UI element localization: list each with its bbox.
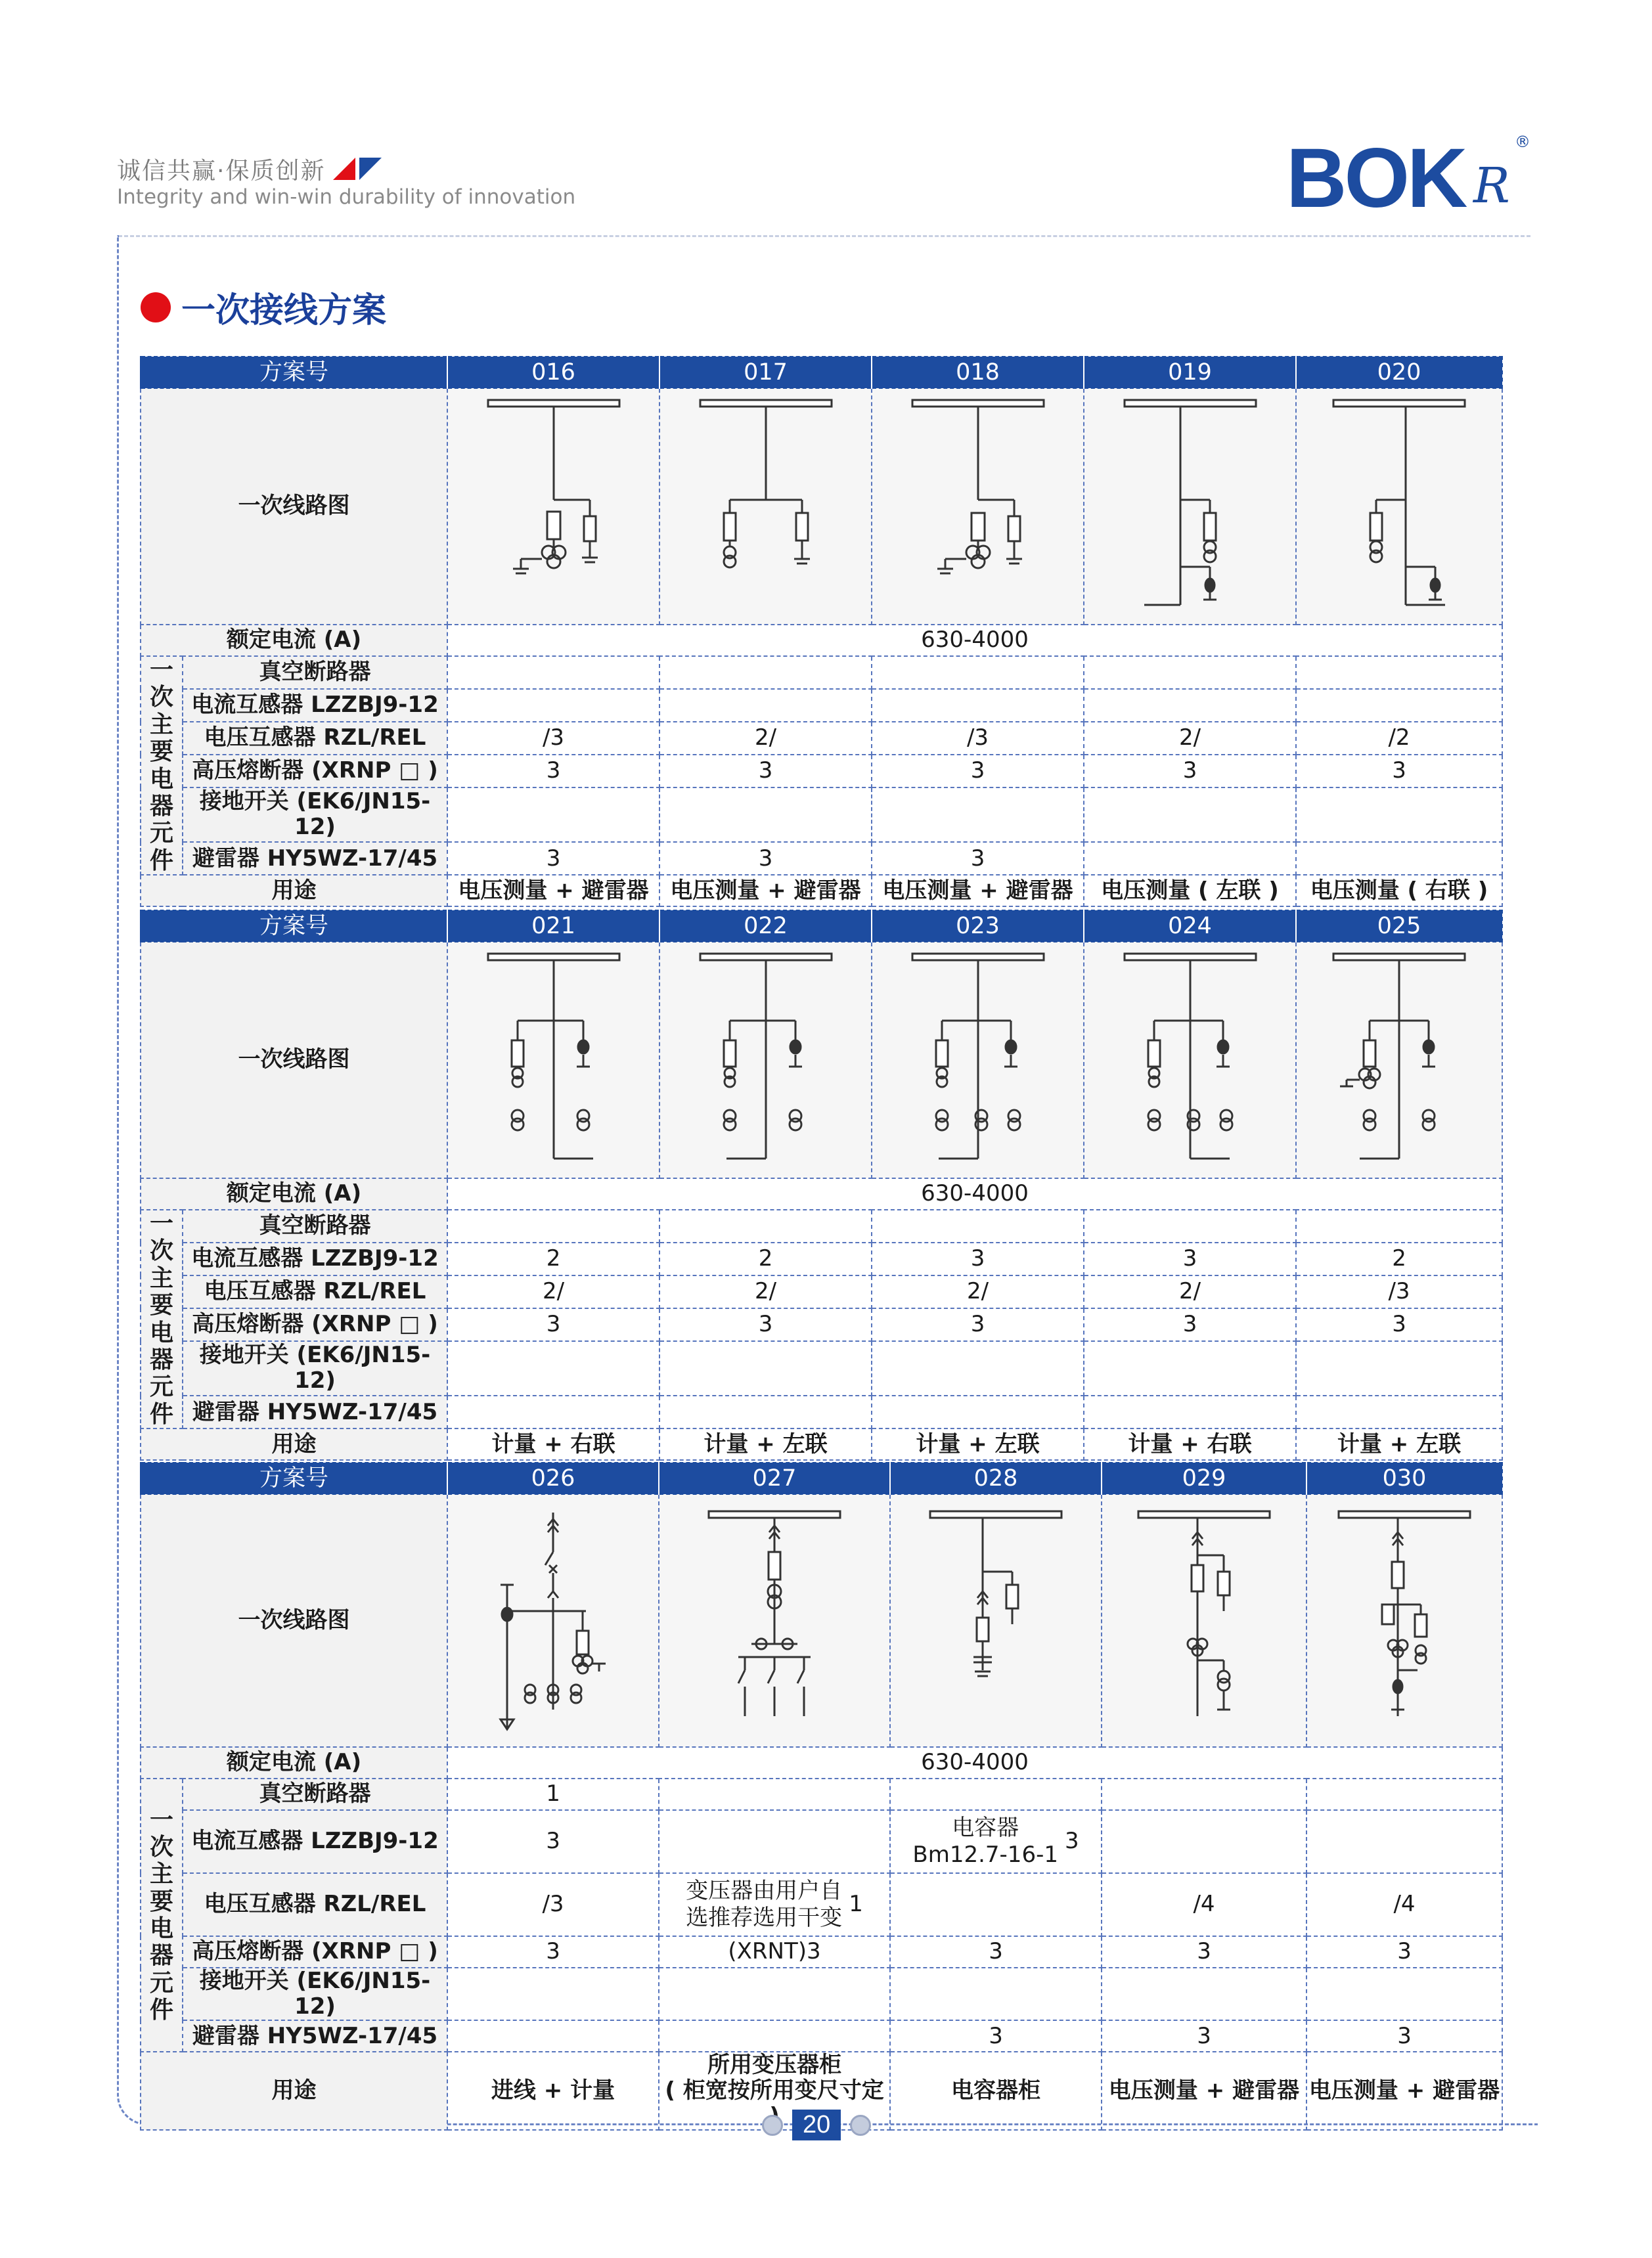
cell	[1296, 656, 1502, 689]
scheme-number: 018	[872, 357, 1084, 388]
diagram-label: 一次线路图	[141, 1494, 447, 1747]
vertical-char: 电	[149, 1319, 173, 1346]
circuit-diagram-027	[659, 1494, 890, 1747]
cell	[659, 787, 872, 842]
capacitor-cell	[890, 1810, 1102, 1873]
cell: 2	[447, 1243, 659, 1275]
usage-cell: 电压测量 + 避雷器	[659, 875, 872, 906]
vertical-char: 主	[149, 1861, 173, 1888]
cell: 3	[1084, 1243, 1296, 1275]
earth-switch-label: 接地开关 (EK6/JN15-12)	[183, 1341, 447, 1396]
usage-027-line1: 所用变压器柜	[707, 2052, 842, 2079]
usage-cell: 电压测量 + 避雷器	[1306, 2052, 1502, 2130]
vertical-char: 次	[149, 1833, 173, 1861]
rated-current-value: 630-4000	[447, 1747, 1502, 1779]
scheme-number: 019	[1084, 357, 1296, 388]
cell	[890, 1873, 1102, 1936]
cell	[1306, 1779, 1502, 1810]
cell	[659, 1210, 872, 1243]
component-group-label	[141, 1779, 183, 2052]
cell	[1296, 787, 1502, 842]
cell: 3	[659, 1308, 872, 1341]
section-title	[141, 282, 386, 332]
usage-label: 用途	[141, 875, 447, 906]
cell: /3	[447, 1873, 659, 1936]
cell	[1296, 842, 1502, 875]
circuit-024-icon	[1105, 948, 1276, 1172]
cell	[447, 689, 659, 722]
cell	[659, 1341, 872, 1396]
cell: 3	[890, 1936, 1102, 1968]
circuit-diagram-028	[890, 1494, 1102, 1747]
pt-label: 电压互感器 RZL/REL	[183, 1275, 447, 1308]
cell	[447, 1396, 659, 1428]
scheme-no-label: 方案号	[141, 910, 447, 942]
cell: 2/	[659, 1275, 872, 1308]
cell: 2	[1296, 1243, 1502, 1275]
circuit-diagram-023	[872, 942, 1084, 1178]
scheme-number: 025	[1296, 910, 1502, 942]
component-group-label	[141, 1210, 183, 1428]
circuit-diagram-024	[1084, 942, 1296, 1178]
cell	[1084, 842, 1296, 875]
cell	[1084, 1341, 1296, 1396]
earth-switch-label: 接地开关 (EK6/JN15-12)	[183, 1968, 447, 2020]
slogan-english: Integrity and win-win durability of innovation	[117, 185, 576, 209]
fuse-label: 高压熔断器 (XRNP □ )	[183, 1936, 447, 1968]
logo-script-r: R	[1473, 158, 1510, 214]
rated-current-label: 额定电流 (A)	[141, 1747, 447, 1779]
cell: 3	[1296, 755, 1502, 787]
scheme-number: 020	[1296, 357, 1502, 388]
cell	[1306, 1810, 1502, 1873]
scheme-no-label: 方案号	[141, 357, 447, 388]
cell: 1	[447, 1779, 659, 1810]
cell: 3	[659, 842, 872, 875]
cell	[1102, 1779, 1306, 1810]
vertical-char: 元	[149, 820, 173, 847]
cell: 3	[1306, 1936, 1502, 1968]
cell	[659, 1779, 890, 1810]
vertical-char: 器	[149, 1942, 173, 1970]
cell: 3	[890, 2020, 1102, 2052]
transformer-note-line1: 变压器由用户自	[686, 1878, 843, 1905]
circuit-025-icon	[1314, 948, 1485, 1172]
scheme-table-1	[140, 356, 1503, 907]
vertical-char: 次	[149, 684, 173, 711]
vertical-char: 主	[149, 1264, 173, 1292]
slogan-chinese: 诚信共赢·保质创新	[117, 158, 326, 185]
usage-cell: 计量 + 左联	[1296, 1428, 1502, 1460]
cell	[872, 1396, 1084, 1428]
cell: 3	[447, 1936, 659, 1968]
circuit-018-icon	[893, 395, 1063, 618]
cell	[1084, 787, 1296, 842]
cell: 3	[872, 1243, 1084, 1275]
scheme-table-2	[140, 910, 1503, 1461]
fuse-label: 高压熔断器 (XRNP □ )	[183, 755, 447, 787]
scheme-number: 016	[447, 357, 659, 388]
vertical-char: 要	[149, 738, 173, 766]
circuit-diagram-017	[659, 388, 872, 625]
circuit-022-icon	[681, 948, 851, 1172]
cell: 3	[872, 755, 1084, 787]
slogan-triangle-mark-icon	[332, 156, 384, 183]
cell	[1306, 1968, 1502, 2020]
vertical-char: 元	[149, 1969, 173, 1997]
pager-dot-icon	[850, 2115, 871, 2136]
cell	[872, 689, 1084, 722]
cell	[447, 656, 659, 689]
usage-cell: 计量 + 右联	[447, 1428, 659, 1460]
earth-switch-label: 接地开关 (EK6/JN15-12)	[183, 787, 447, 842]
vertical-char: 件	[149, 1997, 173, 2024]
scheme-number: 029	[1102, 1463, 1306, 1494]
scheme-number: 017	[659, 357, 872, 388]
cell	[872, 1210, 1084, 1243]
vcb-label: 真空断路器	[183, 1210, 447, 1243]
cell: 3	[659, 755, 872, 787]
ct-label: 电流互感器 LZZBJ9-12	[183, 1243, 447, 1275]
vcb-label: 真空断路器	[183, 656, 447, 689]
scheme-number: 021	[447, 910, 659, 942]
circuit-diagram-025	[1296, 942, 1502, 1178]
vertical-char: 要	[149, 1292, 173, 1319]
usage-cell: 电压测量 + 避雷器	[447, 875, 659, 906]
cell: 3	[447, 755, 659, 787]
cell: 3	[872, 1308, 1084, 1341]
ct-label: 电流互感器 LZZBJ9-12	[183, 689, 447, 722]
arrester-label: 避雷器 HY5WZ-17/45	[183, 2020, 447, 2052]
vertical-char: 主	[149, 711, 173, 738]
vertical-char: 一	[149, 1806, 173, 1834]
circuit-diagram-022	[659, 942, 872, 1178]
pt-label: 电压互感器 RZL/REL	[183, 1873, 447, 1936]
rated-current-value: 630-4000	[447, 625, 1502, 656]
cell	[1084, 656, 1296, 689]
circuit-diagram-020	[1296, 388, 1502, 625]
circuit-030-icon	[1319, 1499, 1490, 1742]
cell	[659, 1968, 890, 2020]
usage-cell: 电压测量 + 避雷器	[1102, 2052, 1306, 2130]
capacitor-model: Bm12.7-16-1	[912, 1842, 1058, 1868]
cell	[659, 1396, 872, 1428]
cell	[447, 1210, 659, 1243]
cell: 3	[447, 842, 659, 875]
scheme-no-label: 方案号	[141, 1463, 447, 1494]
scheme-number: 026	[447, 1463, 659, 1494]
scheme-number: 024	[1084, 910, 1296, 942]
circuit-023-icon	[893, 948, 1063, 1172]
ct-label: 电流互感器 LZZBJ9-12	[183, 1810, 447, 1873]
usage-cell: 电容器柜	[890, 2052, 1102, 2130]
cell	[447, 1968, 659, 2020]
cell	[1084, 1396, 1296, 1428]
cell: /3	[447, 722, 659, 755]
vertical-char: 器	[149, 1346, 173, 1373]
cell: /3	[1296, 1275, 1502, 1308]
circuit-029-icon	[1119, 1499, 1289, 1742]
rated-current-label: 额定电流 (A)	[141, 1178, 447, 1210]
cell: /4	[1306, 1873, 1502, 1936]
circuit-diagram-029	[1102, 1494, 1306, 1747]
vertical-char: 件	[149, 1400, 173, 1428]
cell: 2/	[872, 1275, 1084, 1308]
transformer-note-line2: 选推荐选用干变	[686, 1905, 843, 1931]
bullet-dot-icon	[141, 292, 171, 322]
circuit-020-icon	[1314, 395, 1485, 618]
scheme-number: 023	[872, 910, 1084, 942]
cell	[447, 1341, 659, 1396]
scheme-number: 028	[890, 1463, 1102, 1494]
cell: 2/	[447, 1275, 659, 1308]
cell: /3	[872, 722, 1084, 755]
cell	[659, 656, 872, 689]
circuit-diagram-030	[1306, 1494, 1502, 1747]
cell: /2	[1296, 722, 1502, 755]
vertical-char: 元	[149, 1373, 173, 1401]
circuit-021-icon	[468, 948, 639, 1172]
cell	[890, 1968, 1102, 2020]
cell	[890, 1779, 1102, 1810]
section-title-text: 一次接线方案	[181, 291, 387, 330]
cell	[447, 2020, 659, 2052]
cell: 2/	[659, 722, 872, 755]
arrester-label: 避雷器 HY5WZ-17/45	[183, 1396, 447, 1428]
cell	[1102, 1968, 1306, 2020]
cell	[872, 787, 1084, 842]
circuit-016-icon	[468, 395, 639, 618]
cell: 3	[872, 842, 1084, 875]
brand-logo	[1286, 131, 1530, 225]
usage-cell: 计量 + 右联	[1084, 1428, 1296, 1460]
scheme-number: 027	[659, 1463, 890, 1494]
vertical-char: 要	[149, 1888, 173, 1915]
circuit-026-icon	[468, 1499, 638, 1742]
cell: 3	[1084, 755, 1296, 787]
vertical-char: 电	[149, 765, 173, 793]
capacitor-qty: 3	[1064, 1828, 1079, 1855]
cell: 2	[659, 1243, 872, 1275]
vcb-label: 真空断路器	[183, 1779, 447, 1810]
usage-cell: 计量 + 左联	[659, 1428, 872, 1460]
usage-label: 用途	[141, 2052, 447, 2130]
usage-cell: 计量 + 左联	[872, 1428, 1084, 1460]
transformer-qty: 1	[849, 1891, 863, 1918]
circuit-diagram-021	[447, 942, 659, 1178]
circuit-027-icon	[689, 1499, 860, 1742]
logo-text: BOK	[1286, 131, 1465, 225]
cell: (XRNT)3	[659, 1936, 890, 1968]
cell	[1296, 689, 1502, 722]
circuit-017-icon	[681, 395, 851, 618]
scheme-number: 030	[1306, 1463, 1502, 1494]
vertical-char: 一	[149, 1210, 173, 1237]
arrester-label: 避雷器 HY5WZ-17/45	[183, 842, 447, 875]
cell: 3	[1102, 1936, 1306, 1968]
cell: 3	[1296, 1308, 1502, 1341]
cell: 3	[1102, 2020, 1306, 2052]
cell	[1296, 1341, 1502, 1396]
cell	[659, 1810, 890, 1873]
circuit-diagram-018	[872, 388, 1084, 625]
cell	[1102, 1810, 1306, 1873]
circuit-019-icon	[1105, 395, 1276, 618]
cell: 2/	[1084, 722, 1296, 755]
cell: 2/	[1084, 1275, 1296, 1308]
vertical-char: 一	[149, 657, 173, 684]
diagram-label: 一次线路图	[141, 942, 447, 1178]
usage-cell: 进线 + 计量	[447, 2052, 659, 2130]
usage-cell: 电压测量 ( 左联 )	[1084, 875, 1296, 906]
page-number-indicator	[762, 2110, 871, 2140]
vertical-char: 件	[149, 847, 173, 874]
usage-label: 用途	[141, 1428, 447, 1460]
logo-registered: ®	[1515, 133, 1530, 151]
cell	[1296, 1210, 1502, 1243]
component-group-label	[141, 656, 183, 875]
cell: 3	[1084, 1308, 1296, 1341]
transformer-note-cell	[659, 1873, 890, 1936]
vertical-char: 次	[149, 1237, 173, 1265]
circuit-diagram-026	[447, 1494, 659, 1747]
rated-current-label: 额定电流 (A)	[141, 625, 447, 656]
page-number: 20	[792, 2110, 841, 2140]
pager-dot-icon	[762, 2115, 783, 2136]
cell: /4	[1102, 1873, 1306, 1936]
cell: 3	[447, 1810, 659, 1873]
usage-cell: 电压测量 + 避雷器	[872, 875, 1084, 906]
circuit-028-icon	[910, 1499, 1081, 1742]
rated-current-value: 630-4000	[447, 1178, 1502, 1210]
cell	[1084, 1210, 1296, 1243]
usage-cell: 电压测量 ( 右联 )	[1296, 875, 1502, 906]
vertical-char: 电	[149, 1915, 173, 1943]
usage-027-line2: ( 柜宽按所用变尺寸定	[665, 2077, 884, 2104]
pt-label: 电压互感器 RZL/REL	[183, 722, 447, 755]
circuit-diagram-019	[1084, 388, 1296, 625]
diagram-label: 一次线路图	[141, 388, 447, 625]
cell	[659, 2020, 890, 2052]
capacitor-label: 电容器	[952, 1815, 1019, 1842]
cell	[872, 656, 1084, 689]
cell: 3	[1306, 2020, 1502, 2052]
scheme-number: 022	[659, 910, 872, 942]
cell	[872, 1341, 1084, 1396]
fuse-label: 高压熔断器 (XRNP □ )	[183, 1308, 447, 1341]
cell	[1296, 1396, 1502, 1428]
vertical-char: 器	[149, 792, 173, 820]
cell	[659, 689, 872, 722]
scheme-table-3	[140, 1462, 1503, 2131]
cell: 3	[447, 1308, 659, 1341]
circuit-diagram-016	[447, 388, 659, 625]
cell	[447, 787, 659, 842]
cell	[1084, 689, 1296, 722]
